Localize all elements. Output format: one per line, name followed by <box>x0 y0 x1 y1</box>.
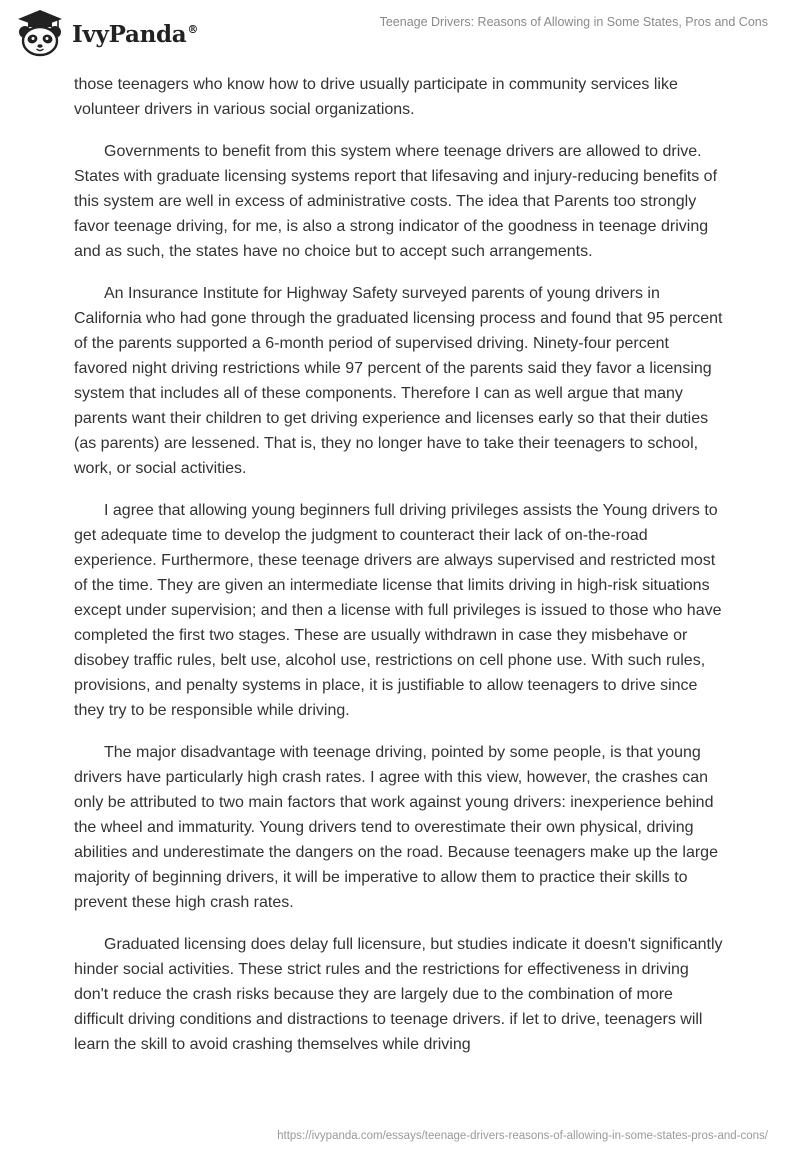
paragraph: those teenagers who know how to drive usually participate in community services like volunteer drivers in various social organizations. <box>74 76 678 118</box>
source-url-link[interactable]: https://ivypanda.com/essays/teenage-drivers-reasons-of-allowing-in-some-states-pros-and-cons/ <box>277 1130 768 1142</box>
paragraph: Governments to benefit from this system where teenage drivers are allowed to drive. States with graduate licensing systems report that lifesaving and injury-reducing benefits of this system are well in excess of administrative costs. The idea that Parents too strongly favor teenage driving, for me, is also a strong indicator of the goodness in teenage driving and as such, the states have no choice but to accept such arrangements. <box>74 143 718 260</box>
registered-mark: ® <box>187 22 199 36</box>
document-title: Teenage Drivers: Reasons of Allowing in Some States, Pros and Cons <box>379 15 768 29</box>
page-header <box>0 0 800 70</box>
paragraph: An Insurance Institute for Highway Safety surveyed parents of young drivers in California who had gone through the graduated licensing process and found that 95 percent of the parents supported a 6-month period of supervised driving. Ninety-four percent favored night driving restrictions while 97 percent of the parents said they favor a licensing system that includes all of these components. Therefore I can as well argue that many parents want their children to get driving experience and licenses early so that their duties (as parents) are lessened. That is, they no longer have to take their teenagers to school, work, or social activities. <box>74 285 723 477</box>
panda-logo-icon <box>14 8 66 58</box>
brand-name-text: IvyPanda <box>72 20 187 48</box>
essay-body <box>74 72 726 1074</box>
brand-name <box>72 21 198 48</box>
paragraph: Graduated licensing does delay full licensure, but studies indicate it doesn't significantly hinder social activities. These strict rules and the restrictions for effectiveness in driving don't reduce the crash risks because they are largely due to the combination of more difficult driving conditions and distractions to teenage drivers. if let to drive, teenagers will learn the skill to avoid crashing themselves while driving <box>74 936 723 1053</box>
paragraph: The major disadvantage with teenage driving, pointed by some people, is that young drivers have particularly high crash rates. I agree with this view, however, the crashes can only be attributed to two main factors that work against young drivers: inexperience behind the wheel and immaturity. Young drivers tend to overestimate their own physical, driving abilities and underestimate the dangers on the road. Because teenagers make up the large majority of beginning drivers, it will be imperative to allow them to practice their skills to prevent these high crash rates. <box>74 744 718 911</box>
brand-logo[interactable] <box>14 8 198 58</box>
paragraph: I agree that allowing young beginners full driving privileges assists the Young drivers to get adequate time to develop the judgment to counteract their lack of on-the-road experience. Furthermore, these teenage drivers are always supervised and restricted most of the time. They are given an intermediate license that limits driving in high-risk situations except under supervision; and then a license with full privileges is issued to those who have completed the first two stages. These are usually withdrawn in case they misbehave or disobey traffic rules, belt use, alcohol use, restrictions on cell phone use. With such rules, provisions, and penalty systems in place, it is justifiable to allow teenagers to drive since they try to be responsible while driving. <box>74 502 722 719</box>
